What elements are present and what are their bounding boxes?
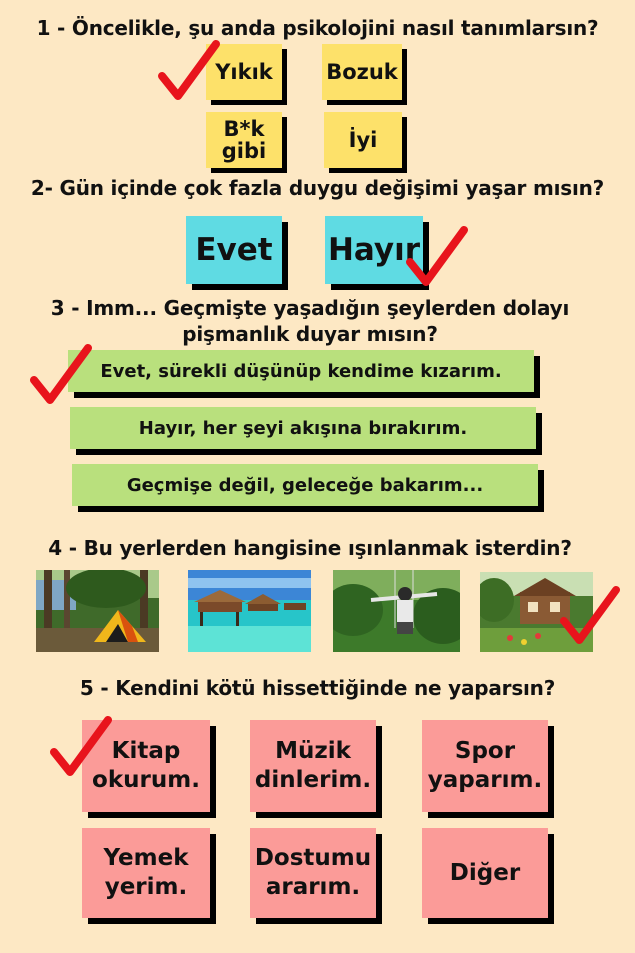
option-label: Diğer — [449, 859, 521, 886]
photo-jungle-swing[interactable] — [333, 570, 460, 652]
photo-maldives-bungalows[interactable] — [188, 570, 311, 652]
option-label: Hayır, her şeyi akışına bırakırım. — [138, 417, 468, 439]
option-label: Müzik — [275, 738, 351, 764]
option-label: yaparım. — [427, 767, 543, 793]
question-2: 2- Gün içinde çok fazla duygu değişimi yaşar mısın? — [30, 176, 605, 200]
option-label: Evet — [195, 232, 273, 268]
option-label: Kitap — [111, 738, 181, 764]
option-label: okurum. — [92, 767, 200, 793]
option-yemek[interactable] — [82, 828, 210, 918]
option-bk-gibi[interactable] — [206, 112, 282, 168]
option-iyi[interactable] — [324, 112, 402, 168]
question-4: 4 - Bu yerlerden hangisine ışınlanmak isterdin? — [48, 536, 572, 560]
option-diger[interactable] — [422, 828, 548, 918]
photo-forest-cabin[interactable] — [480, 572, 593, 652]
option-label: Spor — [454, 738, 516, 764]
option-dostumu[interactable] — [250, 828, 376, 918]
option-label: Yıkık — [215, 60, 273, 84]
option-spor[interactable] — [422, 720, 548, 812]
option-hayir[interactable] — [325, 216, 423, 284]
question-1: 1 - Öncelikle, şu anda psikolojini nasıl tanımlarsın? — [36, 16, 599, 40]
question-3-line-1: 3 - Imm... Geçmişte yaşadığın şeylerden dolayı — [50, 296, 570, 320]
option-evet[interactable] — [186, 216, 282, 284]
option-yikik[interactable] — [206, 44, 282, 100]
option-label: Hayır — [327, 232, 421, 268]
option-label: Evet, sürekli düşünüp kendime kızarım. — [100, 360, 502, 382]
option-label: İyi — [348, 128, 378, 152]
option-label: Bozuk — [326, 60, 398, 84]
option-label: yerim. — [104, 874, 188, 900]
question-5: 5 - Kendini kötü hissettiğinde ne yaparsın? — [79, 676, 556, 700]
option-label: ararım. — [265, 874, 361, 900]
option-label: Yemek — [103, 845, 189, 871]
option-bozuk[interactable] — [322, 44, 402, 100]
option-q3-gelecek[interactable] — [72, 464, 538, 506]
question-3-line-2: pişmanlık duyar mısın? — [182, 322, 438, 346]
option-label: dinlerim. — [254, 767, 372, 793]
option-q3-hayir[interactable] — [70, 407, 536, 449]
option-q3-evet[interactable] — [68, 350, 534, 392]
option-muzik[interactable] — [250, 720, 376, 812]
photo-camping-tent[interactable] — [36, 570, 159, 652]
option-label: Geçmişe değil, geleceğe bakarım... — [126, 474, 484, 496]
option-kitap[interactable] — [82, 720, 210, 812]
option-label: Dostumu — [254, 845, 372, 871]
option-label: B*k gibi — [221, 117, 267, 163]
